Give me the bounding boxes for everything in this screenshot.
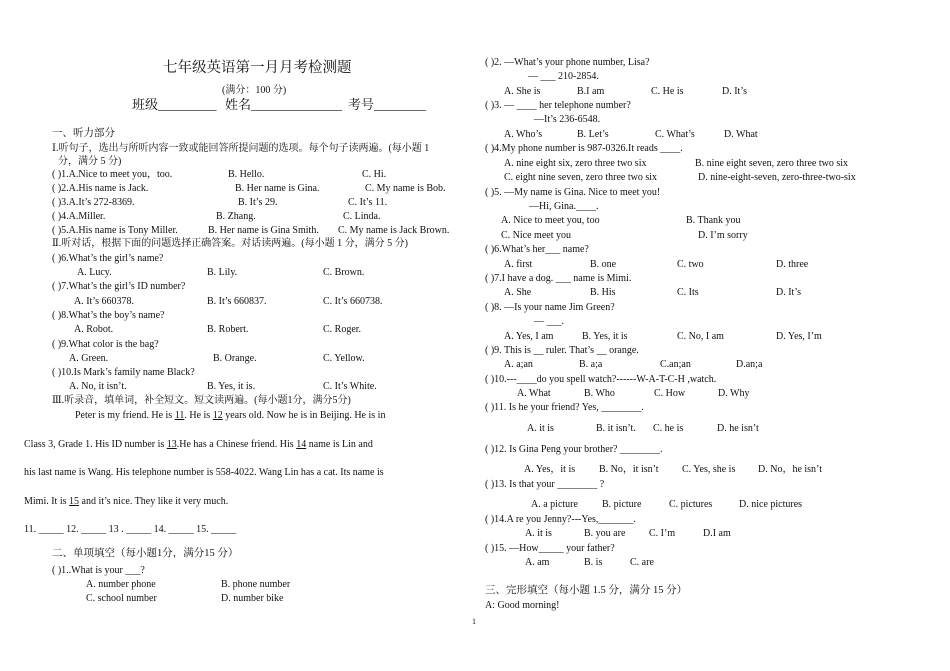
passage-text: name is Lin and [306,439,373,450]
r10-option-b: B. Who [584,388,615,399]
q10-option-b: B. Yes, it is. [207,381,256,392]
q9-option-c: C. Yellow. [323,353,365,364]
q5-option-c: C. Nice meet you [501,230,571,241]
item-5-option-c: C. My name is Jack Brown. [338,225,450,236]
r11-option-d: D. he isn’t [717,423,759,434]
question-3: ( )3. — ____ her telephone number? [485,100,631,111]
q4-option-c: C. eight nine seven, zero three two six [504,172,658,183]
q2-option-c: C. He is [651,86,684,97]
q5-option-a: A. Nice to meet you, too [501,215,600,226]
q8-option-b: B. Robert. [207,324,249,335]
r7-option-b: B. His [590,287,616,298]
r10-option-d: D. Why [718,388,750,399]
question-9: ( )9.What color is the bag? [52,339,159,350]
q10-option-c: C. It’s White. [323,381,377,392]
r13-option-c: C. pictures [669,499,713,510]
r8-option-c: C. No, I am [677,331,724,342]
r6-option-d: D. three [776,259,809,270]
q9-option-b: B. Orange. [213,353,257,364]
section-1-heading: 一、听力部分 [52,128,115,139]
exam-id-field: 考号________ [348,97,427,112]
question-4: ( )4.My phone number is 987-0326.It reads ____. [485,143,683,154]
answer-blanks: 11. _____ 12. _____ 13 . _____ 14. _____ 15. _____ [24,524,237,535]
q8-option-a: A. Robot. [74,324,114,335]
q9-option-a: A. Green. [69,353,109,364]
r11-option-b: B. it isn’t. [596,423,636,434]
q3-option-c: C. What’s [655,129,695,140]
item-4: ( )4.A.Miller. [52,211,106,222]
q6-option-b: B. Lily. [207,267,238,278]
q2-option-a: A. She is [504,86,541,97]
blank-13: 13 [166,439,177,450]
item-3: ( )3.A.It’s 272-8369. [52,197,135,208]
r12-option-c: C. Yes, she is [682,464,736,475]
q3-dialog: —It’s 236-6548. [534,114,601,125]
question-6: ( )6.What’s the girl’s name? [52,253,164,264]
q7-option-a: A. It’s 660378. [74,296,134,307]
r11-option-a: A. it is [527,423,554,434]
r11-option-c: C. he is [653,423,684,434]
q2-option-d: D. It’s [722,86,747,97]
blank-11: 11 [174,410,185,421]
name-field: 姓名______________ [225,97,343,112]
question-12: ( )12. Is Gina Peng your brother? ________. [485,444,663,455]
q7-option-c: C. It’s 660738. [323,296,383,307]
question-10: ( )10.Is Mark’s family name Black? [52,367,195,378]
passage-text: years old. Now he is in Beijing. He is in [222,410,386,421]
question-6-right: ( )6.What’s her___ name? [485,244,589,255]
passage-text: and it’s nice. They like it very much. [79,496,229,507]
sc1-option-b: B. phone number [221,579,291,590]
blank-15: 15 [69,496,80,507]
r7-option-c: C. Its [677,287,699,298]
item-4-option-c: C. Linda. [343,211,381,222]
r13-option-b: B. picture [602,499,642,510]
passage-text: Mimi. It is [24,496,70,507]
question-8-right: ( )8. —Is your name Jim Green? [485,302,615,313]
r12-option-a: A. Yes，it is [524,464,576,475]
q3-option-b: B. Let’s [577,129,609,140]
q4-option-d: D. nine-eight-seven, zero-three-two-six [698,172,856,183]
r13-option-a: A. a picture [531,499,578,510]
r9-option-b: B. a;a [579,359,603,370]
item-5: ( )5.A.His name is Tony Miller. [52,225,178,236]
r14-option-b: B. you are [584,528,626,539]
full-score: (满分：100 分) [222,85,287,96]
item-1-option-c: C. Hi. [362,169,387,180]
part-1-instructions: Ⅰ.听句子，选出与所听内容一致或能回答所提问题的选项。每个句子读两遍。(每小题 1 [52,143,430,154]
sc1-option-d: D. number bike [221,593,284,604]
exam-title: 七年级英语第一月月考检测题 [163,60,352,76]
passage-line-2 [24,438,373,451]
item-3-option-b: B. It’s 29. [238,197,278,208]
section-3-heading: 三、完形填空（每小题 1.5 分，满分 15 分） [485,585,688,596]
r15-option-a: A. am [525,557,550,568]
passage-line-4 [24,495,228,508]
q5-option-b: B. Thank you [686,215,741,226]
q3-option-a: A. Who’s [504,129,543,140]
q4-option-b: B. nine eight seven, zero three two six [695,158,849,169]
r14-option-d: D.I am [703,528,731,539]
q4-option-a: A. nine eight six, zero three two six [504,158,647,169]
class-field: 班级_________ [132,97,217,112]
q5-option-d: D. I’m sorry [698,230,748,241]
item-1: ( )1.A.Nice to meet you，too. [52,169,173,180]
item-2-option-b: B. Her name is Gina. [235,183,320,194]
r10-option-a: A. What [517,388,551,399]
q7-option-b: B. It’s 660837. [207,296,267,307]
q5-dialog: —Hi, Gina.____. [529,201,599,212]
item-2-option-c: C. My name is Bob. [365,183,446,194]
item-1-option-b: B. Hello. [228,169,265,180]
passage-text: Peter is my friend. He is [75,410,175,421]
r6-option-c: C. two [677,259,704,270]
question-2: ( )2. —What’s your phone number, Lisa? [485,57,650,68]
r9-option-a: A. a;an [504,359,533,370]
r6-option-b: B. one [590,259,617,270]
part-3-instructions: Ⅲ.听录音，填单词，补全短文。短文读两遍。(每小题1分，满分5分) [52,395,351,406]
blank-12: 12 [212,410,223,421]
single-choice-1: ( )1..What is your ___? [52,565,145,576]
sc1-option-c: C. school number [86,593,157,604]
r15-option-c: C. are [630,557,654,568]
question-10-right: ( )10.---____do you spell watch?------W-A-T-C-H ,watch. [485,374,717,385]
r9-option-d: D.an;a [736,359,763,370]
r8-option-b: B. Yes, it is [582,331,628,342]
page-number: 1 [472,617,476,626]
passage-line-1 [75,409,385,422]
question-5: ( )5. —My name is Gina. Nice to meet you! [485,187,661,198]
question-9-right: ( )9. This is __ ruler. That’s __ orange. [485,345,639,356]
item-2: ( )2.A.His name is Jack. [52,183,149,194]
r14-option-c: C. I’m [649,528,676,539]
q8-option-c: C. Roger. [323,324,362,335]
r7-option-d: D. It’s [776,287,801,298]
blank-14: 14 [296,439,307,450]
r10-option-c: C. How [654,388,686,399]
r9-option-c: C.an;an [660,359,691,370]
passage-line-3: his last name is Wang. His telephone number is 558-4022. Wang Lin has a cat. Its name is [24,467,384,478]
part-1-instructions-cont: 分，满分 5 分) [58,156,122,167]
q6-option-a: A. Lucy. [77,267,112,278]
q6-option-c: C. Brown. [323,267,365,278]
r12-option-b: B. No，it isn’t [599,464,659,475]
question-8: ( )8.What’s the boy’s name? [52,310,165,321]
item-4-option-b: B. Zhang. [216,211,256,222]
question-7-right: ( )7.I have a dog. ___ name is Mimi. [485,273,632,284]
q2-option-b: B.I am [577,86,605,97]
passage-text: .He has a Chinese friend. His [176,439,297,450]
sc1-option-a: A. number phone [86,579,156,590]
r13-option-d: D. nice pictures [739,499,803,510]
cloze-dialog-line-1: A: Good morning! [485,600,560,611]
q3-option-d: D. What [724,129,758,140]
r6-option-a: A. first [504,259,533,270]
question-14: ( )14.A re you Jenny?---Yes,_______. [485,514,636,525]
q2-dialog: — ___ 210-2854. [528,71,599,82]
question-7: ( )7.What’s the girl’s ID number? [52,281,186,292]
r15-option-b: B. is [584,557,603,568]
section-2-heading: 二、单项填空（每小题1分，满分15 分） [52,548,239,559]
r8-dialog: — ___. [534,316,564,327]
r8-option-a: A. Yes, I am [504,331,554,342]
passage-text: Class 3, Grade 1. His ID number is [24,439,167,450]
part-2-instructions: Ⅱ.听对话，根据下面的问题选择正确答案。对话读两遍。(每小题 1 分，满分 5 分) [52,238,408,249]
r7-option-a: A. She [504,287,532,298]
passage-text: . He is [184,410,213,421]
q10-option-a: A. No, it isn’t. [69,381,127,392]
question-13: ( )13. Is that your ________ ? [485,479,605,490]
item-3-option-c: C. It’s 11. [348,197,388,208]
r12-option-d: D. No，he isn’t [758,464,822,475]
question-15: ( )15. —How_____ your father? [485,543,615,554]
question-11: ( )11. Is he your friend? Yes, ________. [485,402,644,413]
r14-option-a: A. it is [525,528,552,539]
item-5-option-b: B. Her name is Gina Smith. [208,225,319,236]
r8-option-d: D. Yes, I’m [776,331,822,342]
